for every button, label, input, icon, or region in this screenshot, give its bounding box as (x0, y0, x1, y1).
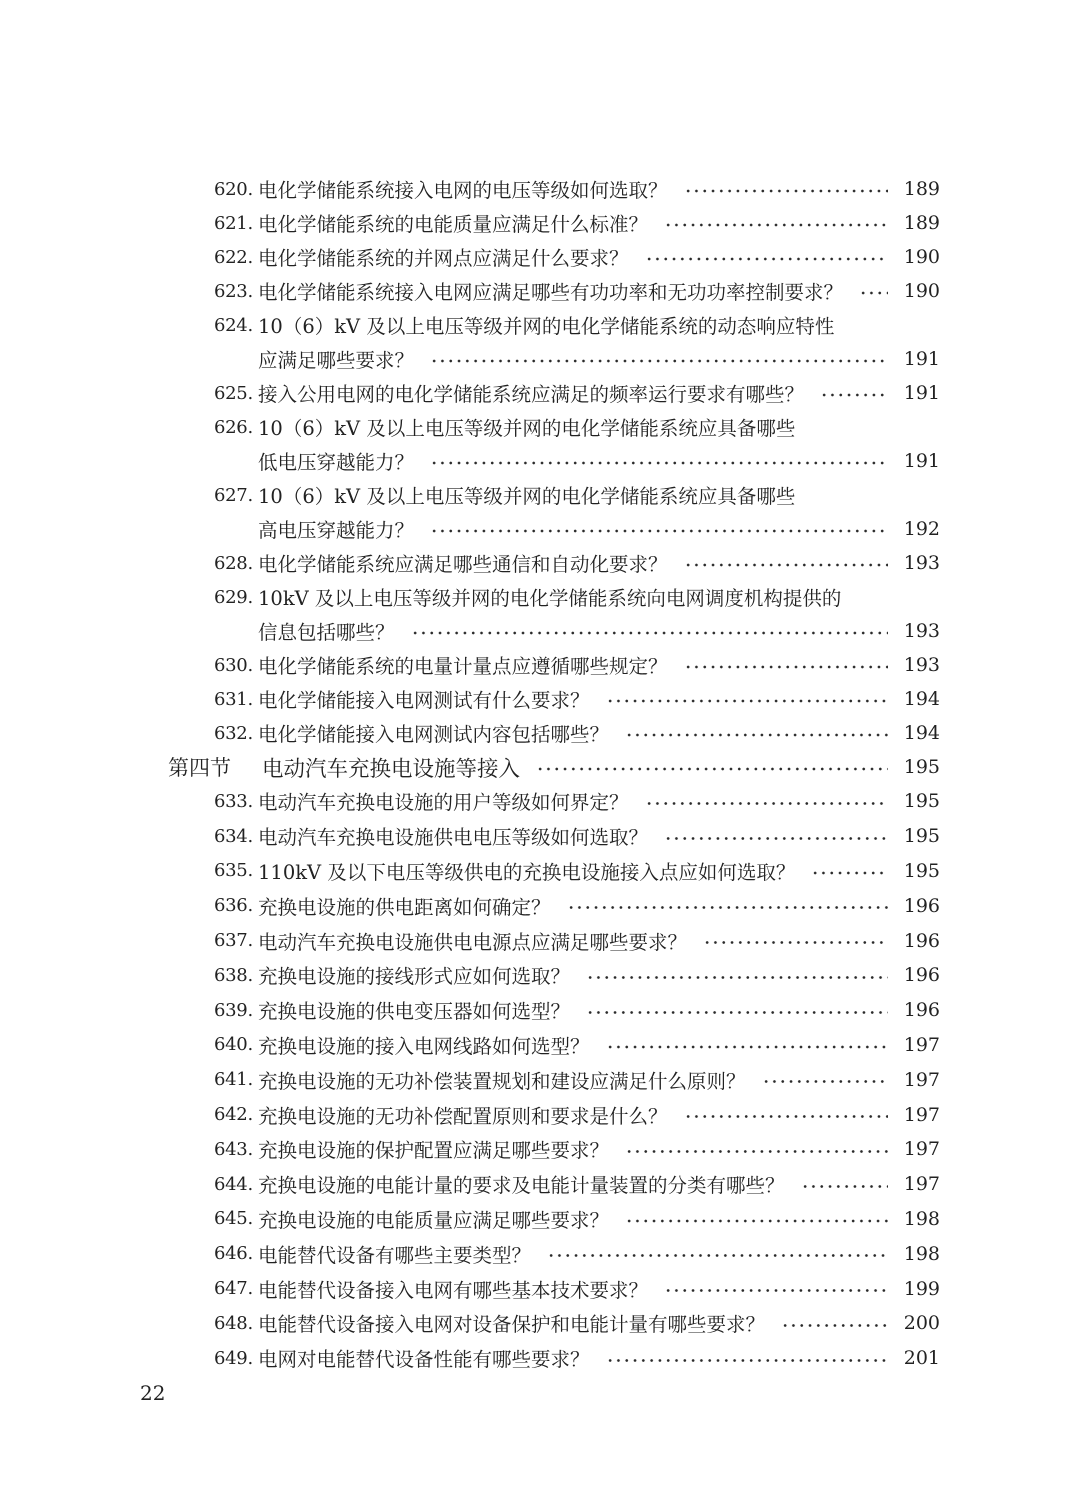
entry-title: 电化学储能系统应满足哪些通信和自动化要求？ (258, 553, 668, 576)
entry-title: 电能替代设备接入电网有哪些基本技术要求？ (258, 1278, 649, 1302)
dot-leader (606, 1341, 888, 1376)
entry-number: 642. (214, 1104, 253, 1126)
section-page: 195 (903, 756, 940, 778)
entry-page: 191 (903, 382, 940, 404)
entry-number: 644. (214, 1173, 253, 1195)
dot-leader (762, 1062, 888, 1097)
toc-entry (214, 819, 940, 854)
dot-leader (645, 784, 888, 819)
toc-entry (214, 1167, 940, 1202)
toc-entry (214, 682, 940, 716)
dot-leader (664, 819, 888, 854)
entry-title-continued: 高电压穿越能力？ (258, 519, 415, 542)
entry-number: 647. (214, 1278, 253, 1300)
page-number-folio: 22 (140, 1381, 166, 1405)
toc-entry (214, 1341, 940, 1376)
dot-leader (811, 854, 888, 889)
toc-entry (214, 1306, 940, 1341)
entry-title: 10（6）kV 及以上电压等级并网的电化学储能系统应具备哪些 (258, 417, 796, 440)
dot-leader (547, 1236, 888, 1271)
entry-page: 197 (903, 1033, 940, 1056)
dot-leader (820, 376, 888, 410)
toc-entry (214, 1062, 940, 1097)
toc-entry (214, 580, 940, 614)
dot-leader (430, 512, 888, 546)
entry-number: 623. (214, 280, 253, 302)
dot-leader (664, 206, 888, 240)
toc-entry (214, 1097, 940, 1132)
toc-entry-continuation (214, 342, 940, 376)
toc-entry (214, 410, 940, 444)
entry-title: 充换电设施的无功补偿配置原则和要求是什么？ (258, 1104, 668, 1128)
entry-title-continued: 信息包括哪些？ (258, 621, 395, 644)
dot-leader (536, 750, 888, 784)
toc-list (168, 172, 940, 1376)
entry-number: 645. (214, 1208, 253, 1230)
entry-title: 电动汽车充换电设施的用户等级如何界定？ (258, 791, 629, 815)
entry-title: 电能替代设备有哪些主要类型？ (258, 1243, 532, 1267)
toc-entry (214, 958, 940, 993)
entry-number: 640. (214, 1034, 253, 1056)
toc-entry (214, 172, 940, 206)
entry-page: 190 (903, 246, 940, 268)
dot-leader (411, 614, 888, 648)
toc-entry (214, 1271, 940, 1306)
entry-page: 190 (903, 280, 940, 302)
entry-page: 192 (903, 518, 940, 540)
entry-page: 196 (903, 964, 940, 987)
entry-page: 195 (903, 790, 940, 813)
entry-number: 628. (214, 552, 253, 574)
dot-leader (703, 923, 888, 958)
entry-page: 197 (903, 1173, 940, 1196)
entry-title: 充换电设施的供电变压器如何选型？ (258, 1000, 571, 1024)
entry-number: 638. (214, 964, 253, 986)
section-heading (168, 750, 940, 784)
entry-title: 接入公用电网的电化学储能系统应满足的频率运行要求有哪些？ (258, 383, 805, 406)
entry-page: 198 (903, 1207, 940, 1230)
toc-entry (214, 923, 940, 958)
entry-title: 电化学储能系统的电能质量应满足什么标准？ (258, 213, 649, 236)
entry-title: 10kV 及以上电压等级并网的电化学储能系统向电网调度机构提供的 (258, 587, 842, 610)
entry-page: 196 (903, 999, 940, 1022)
entry-title: 电化学储能系统接入电网的电压等级如何选取？ (258, 179, 668, 202)
entry-title: 充换电设施的电能质量应满足哪些要求？ (258, 1208, 610, 1232)
dot-leader (430, 444, 888, 478)
entry-page: 191 (903, 348, 940, 370)
entry-number: 627. (214, 484, 253, 506)
section-title: 电动汽车充换电设施等接入 (262, 756, 521, 782)
toc-entry (214, 376, 940, 410)
entry-number: 629. (214, 586, 253, 608)
entry-page: 194 (903, 722, 940, 744)
entry-page: 193 (903, 552, 940, 574)
entry-title: 电能替代设备接入电网对设备保护和电能计量有哪些要求？ (258, 1313, 766, 1337)
toc-entry (214, 206, 940, 240)
entry-number: 634. (214, 825, 253, 847)
entry-page: 197 (903, 1138, 940, 1161)
toc-group-section (214, 784, 940, 1376)
entry-title: 电动汽车充换电设施供电电压等级如何选取？ (258, 826, 649, 850)
dot-leader (586, 993, 888, 1028)
entry-number: 624. (214, 314, 253, 336)
entry-title: 充换电设施的无功补偿装置规划和建设应满足什么原则？ (258, 1069, 746, 1093)
dot-leader (781, 1306, 888, 1341)
entry-number: 631. (214, 688, 253, 710)
toc-entry (214, 784, 940, 819)
toc-entry (214, 308, 940, 342)
entry-page: 197 (903, 1068, 940, 1091)
entry-title: 电化学储能接入电网测试内容包括哪些？ (258, 723, 610, 746)
entry-page: 198 (903, 1242, 940, 1265)
entry-number: 641. (214, 1069, 253, 1091)
dot-leader (606, 1028, 888, 1063)
entry-page: 194 (903, 688, 940, 710)
entry-title: 电动汽车充换电设施供电电源点应满足哪些要求？ (258, 930, 688, 954)
entry-title-continued: 应满足哪些要求？ (258, 349, 415, 372)
toc-entry (214, 993, 940, 1028)
entry-title: 10（6）kV 及以上电压等级并网的电化学储能系统的动态响应特性 (258, 315, 835, 338)
toc-entry-continuation (214, 512, 940, 546)
entry-page: 195 (903, 825, 940, 848)
entry-number: 648. (214, 1312, 253, 1334)
toc-entry (214, 854, 940, 889)
dot-leader (684, 1097, 888, 1132)
entry-page: 191 (903, 450, 940, 472)
entry-page: 195 (903, 859, 940, 882)
entry-page: 199 (903, 1277, 940, 1300)
entry-title: 电化学储能系统的并网点应满足什么要求？ (258, 247, 629, 270)
dot-leader (645, 240, 888, 274)
entry-number: 626. (214, 416, 253, 438)
entry-page: 200 (903, 1312, 940, 1335)
entry-number: 633. (214, 790, 253, 812)
toc-entry (214, 1236, 940, 1271)
entry-number: 625. (214, 382, 253, 404)
entry-title: 电化学储能系统的电量计量点应遵循哪些规定？ (258, 655, 668, 678)
entry-page: 196 (903, 894, 940, 917)
entry-title-continued: 低电压穿越能力？ (258, 451, 415, 474)
toc-entry (214, 240, 940, 274)
entry-number: 636. (214, 895, 253, 917)
dot-leader (684, 546, 888, 580)
entry-page: 189 (903, 212, 940, 234)
entry-title: 充换电设施的接入电网线路如何选型？ (258, 1034, 590, 1058)
entry-title: 充换电设施的电能计量的要求及电能计量装置的分类有哪些？ (258, 1174, 785, 1198)
entry-title: 10（6）kV 及以上电压等级并网的电化学储能系统应具备哪些 (258, 485, 796, 508)
entry-number: 630. (214, 654, 253, 676)
dot-leader (859, 274, 888, 308)
dot-leader (625, 1132, 888, 1167)
dot-leader (586, 958, 888, 993)
entry-number: 632. (214, 722, 253, 744)
entry-page: 201 (903, 1347, 940, 1370)
entry-page: 196 (903, 929, 940, 952)
dot-leader (684, 648, 888, 682)
entry-title: 充换电设施的接线形式应如何选取？ (258, 965, 571, 989)
entry-number: 639. (214, 999, 253, 1021)
dot-leader (567, 888, 888, 923)
toc-entry-continuation (214, 614, 940, 648)
toc-entry (214, 648, 940, 682)
dot-leader (625, 1202, 888, 1237)
entry-number: 622. (214, 246, 253, 268)
dot-leader (664, 1271, 888, 1306)
toc-entry (214, 1132, 940, 1167)
entry-page: 193 (903, 620, 940, 642)
entry-number: 643. (214, 1138, 253, 1160)
entry-title: 电化学储能接入电网测试有什么要求？ (258, 689, 590, 712)
toc-entry-continuation (214, 444, 940, 478)
toc-entry (214, 274, 940, 308)
entry-number: 637. (214, 930, 253, 952)
dot-leader (625, 716, 888, 750)
entry-number: 620. (214, 178, 253, 200)
entry-number: 646. (214, 1243, 253, 1265)
toc-entry (214, 888, 940, 923)
toc-entry (214, 546, 940, 580)
entry-title: 充换电设施的供电距离如何确定？ (258, 895, 551, 919)
toc-entry (214, 1202, 940, 1237)
dot-leader (684, 172, 888, 206)
entry-title: 电网对电能替代设备性能有哪些要求？ (258, 1348, 590, 1372)
toc-entry (214, 716, 940, 750)
section-label: 第四节 (168, 756, 231, 780)
entry-title: 电化学储能系统接入电网应满足哪些有功功率和无功功率控制要求？ (258, 281, 844, 304)
entry-page: 193 (903, 654, 940, 676)
toc-entry (214, 1028, 940, 1063)
entry-page: 189 (903, 178, 940, 200)
entry-number: 649. (214, 1347, 253, 1369)
toc-group-preceding (168, 172, 940, 784)
entry-page: 197 (903, 1103, 940, 1126)
entry-title: 110kV 及以下电压等级供电的充换电设施接入点应如何选取？ (258, 860, 796, 884)
entry-title: 充换电设施的保护配置应满足哪些要求？ (258, 1139, 610, 1163)
dot-leader (801, 1167, 888, 1202)
entry-number: 621. (214, 212, 253, 234)
dot-leader (606, 682, 888, 716)
dot-leader (430, 342, 888, 376)
entry-number: 635. (214, 860, 253, 882)
toc-entry (214, 478, 940, 512)
